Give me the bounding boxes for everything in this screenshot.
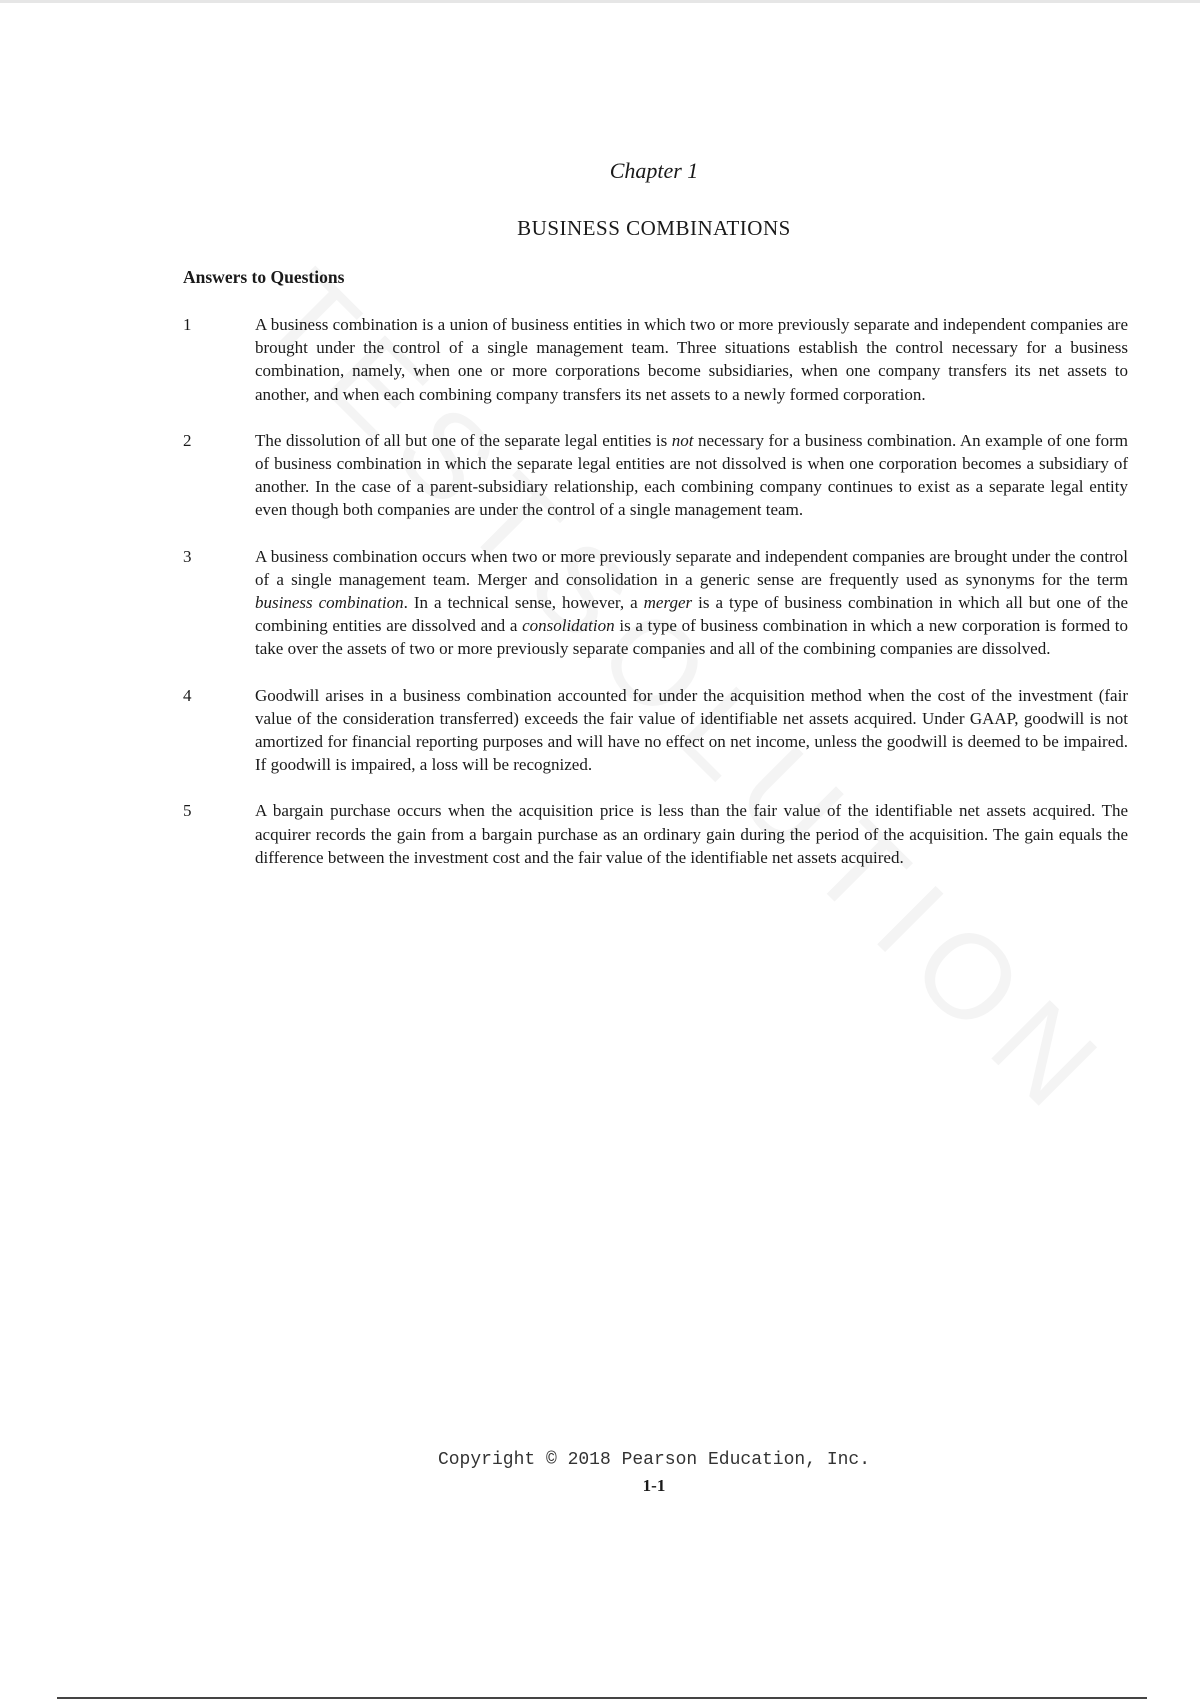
footer-copyright: Copyright © 2018 Pearson Education, Inc. bbox=[437, 1450, 871, 1470]
answer-item-3 bbox=[183, 545, 1128, 661]
answer-text bbox=[255, 545, 1128, 661]
answer-number: 1 bbox=[183, 315, 192, 334]
answer-number: 4 bbox=[183, 685, 192, 705]
answer-text-segment: A business combination is a union of business entities in which two or more previously separate and independent companies are brought under the control of a single management team. Three situations establish the control necessary for a business combination, namely, when one or more corporations become subsidiaries, when one company transfers its net assets to another, and when each combining company transfers its net assets to a newly formed corporation. bbox=[255, 315, 1128, 404]
answer-number: 5 bbox=[183, 801, 192, 821]
answer-text bbox=[255, 313, 1128, 406]
answer-text-segment: Goodwill arises in a business combination accounted for under the acquisition method when the cost of the investment (fair value of the consideration transferred) exceeds the fair value of identifiable net assets acquired. Under GAAP, goodwill is not amortized for financial reporting purposes and will have no effect on net income, unless the goodwill is deemed to be impaired. If goodwill is impaired, a loss will be recognized. bbox=[255, 685, 1128, 775]
answer-number: 3 bbox=[183, 546, 192, 566]
answer-text-segment: . In a technical sense, however, a bbox=[403, 593, 644, 613]
answer-emphasis: consolidation bbox=[522, 616, 615, 636]
answer-text bbox=[255, 429, 1128, 522]
answer-text-segment: is a type of business combination in which all but one of the combining entities are dissolved and a bbox=[255, 593, 1128, 636]
answer-number: 2 bbox=[183, 430, 192, 450]
section-heading: Answers to Questions bbox=[183, 267, 345, 287]
answer-item-2 bbox=[183, 429, 1128, 522]
answer-text-segment: necessary for a business combination. An example of one form of business combination in which the separate legal entities are not dissolved is when one corporation becomes a subsidiary of another. In the case of a parent-subsidiary relationship, each combining company continues to exist as a separate legal entity even though both companies are under the control of a single management team. bbox=[255, 430, 1129, 520]
answers-list bbox=[183, 313, 1128, 892]
answer-emphasis: not bbox=[671, 430, 694, 450]
answer-emphasis: business combination bbox=[255, 593, 404, 613]
answer-item-4 bbox=[183, 684, 1128, 777]
answer-text-segment: The dissolution of all but one of the separate legal entities is bbox=[255, 430, 672, 450]
answer-text bbox=[255, 799, 1128, 869]
answer-item-5 bbox=[183, 799, 1128, 869]
bottom-divider bbox=[57, 1697, 1147, 1699]
page-number: 1-1 bbox=[642, 1476, 666, 1495]
answer-item-1 bbox=[183, 313, 1128, 406]
answer-text-segment: A business combination occurs when two or more previously separate and independent companies are brought under the control of a single management team. Merger and consolidation in a generic sense are frequently used as synonyms for the term bbox=[255, 546, 1128, 589]
chapter-label: Chapter 1 bbox=[609, 158, 699, 183]
page-title: BUSINESS COMBINATIONS bbox=[517, 216, 791, 240]
answer-text bbox=[255, 684, 1128, 777]
answer-text-segment: is a type of business combination in which a new corporation is formed to take over the assets of two or more previously separate companies and all of the combining companies are dissolved. bbox=[255, 616, 1128, 659]
answer-emphasis: merger bbox=[643, 593, 693, 613]
page-top-border bbox=[0, 0, 1200, 3]
answer-text-segment: A bargain purchase occurs when the acquisition price is less than the fair value of the identifiable net assets acquired. The acquirer records the gain from a bargain purchase as an ordinary gain during the period of the acquisition. The gain equals the difference between the investment cost and the fair value of the identifiable net assets acquired. bbox=[255, 801, 1128, 867]
